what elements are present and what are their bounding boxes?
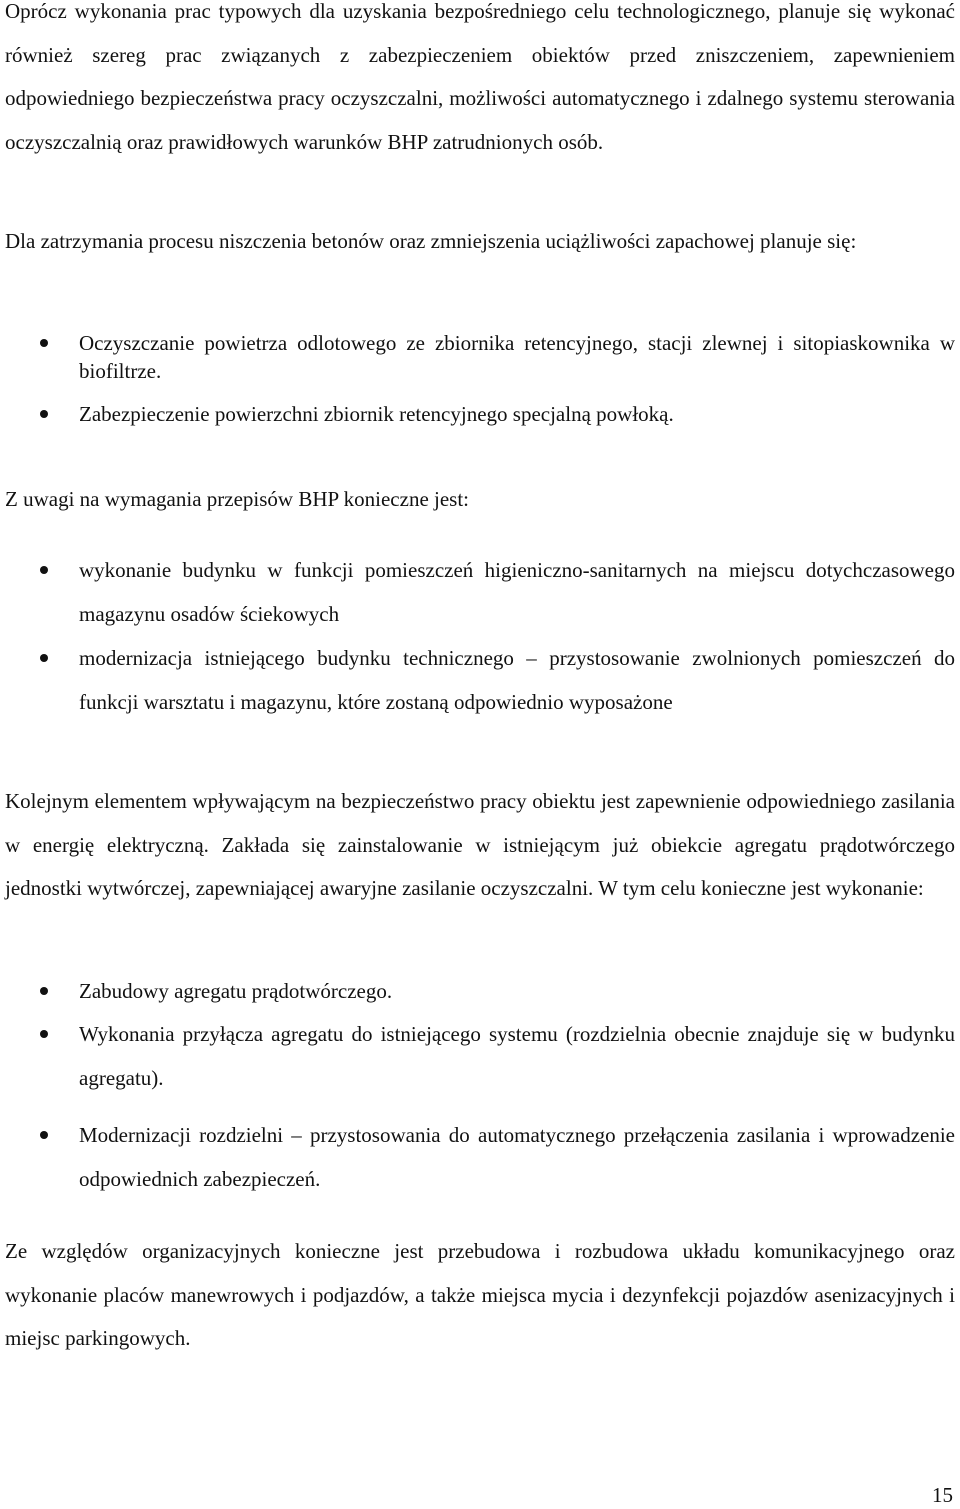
bullet-dot: [40, 566, 48, 574]
list-item-power-3: Modernizacji rozdzielni – przystosowania do automatycznego przełączenia zasilania i wprowadzenie odpowiednich zabezpieczeń.: [79, 1123, 955, 1191]
bullet-dot: [40, 410, 48, 418]
bullet-dot: [40, 1131, 48, 1139]
bullet-dot: [40, 654, 48, 662]
bullet-dot: [40, 339, 48, 347]
list-item-bhp-1: wykonanie budynku w funkcji pomieszczeń higieniczno-sanitarnych na miejscu dotychczasowego magazynu osadów ściekowych: [79, 558, 955, 626]
list-item-power-1: Zabudowy agregatu prądotwórczego.: [79, 979, 393, 1003]
page-number: 15: [932, 1483, 953, 1507]
paragraph-odor: Dla zatrzymania procesu niszczenia betonów oraz zmniejszenia uciążliwości zapachowej planuje się:: [5, 229, 857, 253]
bullet-dot: [40, 987, 48, 995]
list-item-odor-2: Zabezpieczenie powierzchni zbiornik retencyjnego specjalną powłoką.: [79, 402, 674, 426]
bullet-dot: [40, 1030, 48, 1038]
paragraph-bhp: Z uwagi na wymagania przepisów BHP konieczne jest:: [5, 487, 470, 511]
paragraph-organization: Ze względów organizacyjnych konieczne jest przebudowa i rozbudowa układu komunikacyjnego oraz wykonanie placów manewrowych i podjazdów, a także miejsca mycia i dezynfekcji pojazdów asenizacyjnych i miejsc parkingowych.: [5, 1239, 955, 1350]
list-item-power-2: Wykonania przyłącza agregatu do istniejącego systemu (rozdzielnia obecnie znajduje się w budynku agregatu).: [79, 1022, 955, 1090]
paragraph-power: Kolejnym elementem wpływającym na bezpieczeństwo pracy obiektu jest zapewnienie odpowiedniego zasilania w energię elektryczną. Zakłada się zainstalowanie w istniejącym już obiekcie agregatu prądotwórczego jednostki wytwórczej, zapewniającej awaryjne zasilanie oczyszczalni. W tym celu konieczne jest wykonanie:: [5, 789, 955, 900]
list-item-odor-1: Oczyszczanie powietrza odlotowego ze zbiornika retencyjnego, stacji zlewnej i sitopiaskownika w biofiltrze.: [79, 331, 955, 383]
paragraph-intro: Oprócz wykonania prac typowych dla uzyskania bezpośredniego celu technologicznego, planuje się wykonać również szereg prac związanych z zabezpieczeniem obiektów przed zniszczeniem, zapewnieniem odpowiedniego bezpieczeństwa pracy oczyszczalni, możliwości automatycznego i zdalnego systemu sterowania oczyszczalnią oraz prawidłowych warunków BHP zatrudnionych osób.: [5, 0, 955, 154]
list-item-bhp-2: modernizacja istniejącego budynku technicznego – przystosowanie zwolnionych pomieszczeń do funkcji warsztatu i magazynu, które zostaną odpowiednio wyposażone: [79, 646, 955, 714]
